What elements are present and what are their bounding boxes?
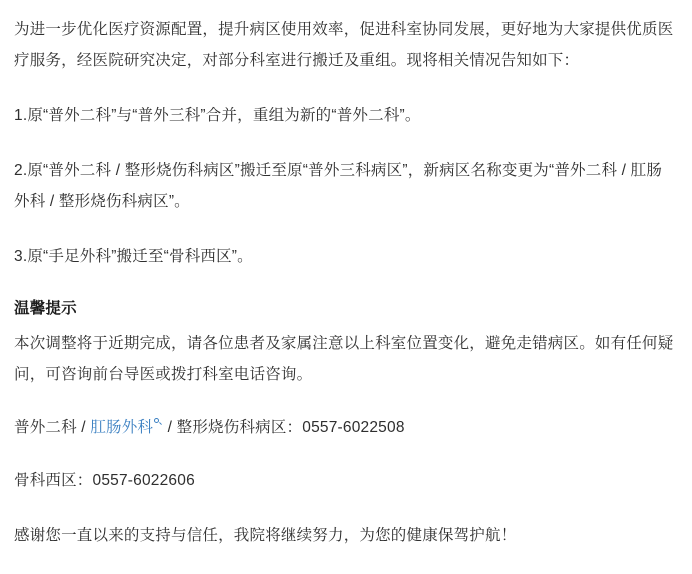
closing-paragraph: 感谢您一直以来的支持与信任，我院将继续努力，为您的健康保驾护航！ — [14, 527, 517, 544]
list-item-3: 3.原“手足外科”搬迁至“骨科西区”。 — [14, 248, 253, 265]
contact-line-1 — [14, 412, 676, 443]
tips-paragraph: 本次调整将于近期完成，请各位患者及家属注意以上科室位置变化，避免走错病区。如有任何疑问，可咨询前台导医或拨打科室电话咨询。 — [14, 335, 674, 383]
department-link-label: 肛肠外科 — [90, 419, 154, 436]
contact-prefix: 普外二科 / — [14, 419, 91, 436]
intro-paragraph: 为进一步优化医疗资源配置，提升病区使用效率，促进科室协同发展，更好地为大家提供优质医疗服务，经医院研究决定，对部分科室进行搬迁及重组。现将相关情况告知如下： — [14, 21, 674, 69]
department-link[interactable] — [90, 419, 163, 436]
contact-suffix: / 整形烧伤科病区：0557-6022508 — [163, 419, 405, 436]
contact-line-2: 骨科西区：0557-6022606 — [14, 472, 195, 489]
list-item-2: 2.原“普外二科 / 整形烧伤科病区”搬迁至原“普外三科病区”，新病区名称变更为“普外二科 / 肛肠外科 / 整形烧伤科病区”。 — [14, 162, 663, 210]
list-item-1: 1.原“普外二科”与“普外三科”合并，重组为新的“普外二科”。 — [14, 107, 421, 124]
tips-heading: 温馨提示 — [14, 300, 77, 317]
search-icon[interactable] — [154, 417, 163, 426]
